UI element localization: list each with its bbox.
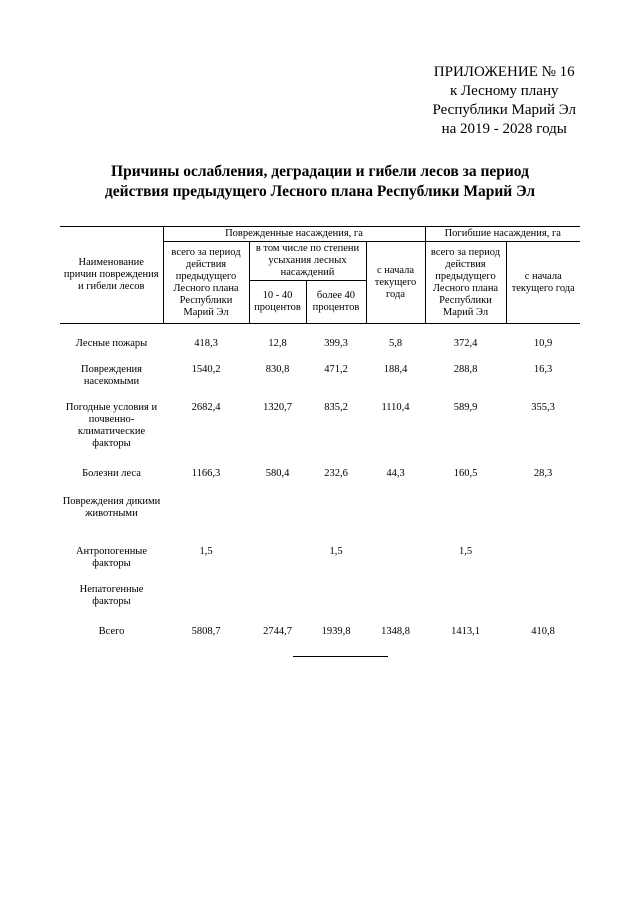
cell-dead-total-period	[425, 484, 506, 534]
cell-dead-total-period: 1413,1	[451, 625, 480, 637]
forest-damage-table	[60, 226, 580, 638]
cell-dead-total-period: 160,5	[453, 467, 478, 479]
row-name: Повреждения дикими животными	[62, 495, 161, 519]
header-since-year: с начала текущего года	[366, 242, 425, 324]
cell-since-year: 1348,8	[381, 625, 410, 637]
table-row	[60, 392, 580, 454]
header-dead-group: Погибшие насаждения, га	[425, 227, 580, 242]
cell-dead-total-period: 589,9	[453, 401, 478, 413]
row-name: Антропогенные факторы	[75, 545, 148, 569]
cell-dead-since-year: 16,3	[533, 363, 553, 375]
page-title	[60, 162, 580, 202]
cell-since-year: 1110,4	[381, 401, 410, 413]
table-row	[60, 534, 580, 572]
title-line-2: действия предыдущего Лесного плана Республики Марий Эл	[104, 183, 536, 200]
cell-total-period	[163, 484, 249, 534]
header-name: Наименование причин повреждения и гибели лесов	[60, 227, 163, 324]
cell-dead-since-year	[506, 572, 580, 610]
cell-pct-over-40: 399,3	[324, 338, 348, 349]
table-row	[60, 454, 580, 484]
cell-pct-10-40	[249, 534, 306, 572]
cell-total-period	[163, 572, 249, 610]
row-name: Погодные условия и почвенно-климатические факторы	[65, 401, 158, 449]
cell-dead-total-period: 372,4	[453, 338, 478, 349]
cell-pct-over-40: 835,2	[324, 401, 348, 413]
cell-pct-over-40	[306, 484, 366, 534]
end-divider	[293, 656, 388, 657]
cell-total-period: 1,5	[199, 545, 213, 557]
table-row-total	[60, 610, 580, 638]
table-row	[60, 324, 580, 354]
cell-dead-since-year	[506, 534, 580, 572]
title-line-1: Причины ослабления, деградации и гибели лесов за период	[111, 163, 529, 180]
cell-total-period: 1166,3	[191, 467, 221, 479]
appendix-line-4: на 2019 - 2028 годы	[441, 121, 567, 137]
appendix-line-3: Республики Марий Эл	[432, 102, 576, 118]
row-name: Повреждения насекомыми	[80, 363, 143, 387]
cell-dead-total-period: 288,8	[453, 363, 478, 375]
cell-pct-10-40	[249, 484, 306, 534]
row-name: Лесные пожары	[75, 338, 148, 349]
header-pct-over-40: более 40 процентов	[306, 281, 366, 324]
appendix-header	[433, 63, 577, 139]
cell-total-period: 418,3	[194, 338, 218, 349]
cell-total-period: 5808,7	[191, 625, 221, 637]
row-name: Непатогенные факторы	[79, 583, 144, 607]
header-pct-10-40: 10 - 40 процентов	[249, 281, 306, 324]
cell-since-year: 44,3	[386, 467, 405, 479]
cell-since-year: 188,4	[383, 363, 408, 375]
cell-pct-over-40: 1939,8	[321, 625, 351, 637]
header-dead-since-year: с начала текущего года	[506, 242, 580, 324]
appendix-line-1: ПРИЛОЖЕНИЕ № 16	[433, 64, 575, 80]
cell-since-year	[366, 534, 425, 572]
cell-since-year: 5,8	[388, 338, 403, 349]
cell-pct-10-40: 580,4	[265, 467, 290, 479]
appendix-line-2: к Лесному плану	[450, 83, 559, 99]
cell-dead-since-year	[506, 484, 580, 534]
header-dead-total-period: всего за период действия предыдущего Лесного плана Республики Марий Эл	[425, 242, 506, 324]
cell-pct-over-40: 471,2	[324, 363, 348, 375]
cell-pct-10-40: 12,8	[268, 338, 287, 349]
header-by-degree: в том числе по степени усыхания лесных насаждений	[249, 242, 366, 281]
cell-dead-since-year: 28,3	[533, 467, 553, 479]
cell-pct-10-40	[249, 572, 306, 610]
cell-pct-over-40	[306, 572, 366, 610]
cell-dead-since-year: 355,3	[531, 401, 555, 413]
cell-pct-over-40: 1,5	[329, 545, 343, 557]
row-name: Всего	[98, 625, 125, 637]
table-row	[60, 484, 580, 534]
header-damaged-group: Поврежденные насаждения, га	[163, 227, 425, 242]
cell-since-year	[366, 572, 425, 610]
cell-pct-10-40: 1320,7	[263, 401, 292, 413]
cell-total-period: 1540,2	[191, 363, 221, 375]
cell-total-period: 2682,4	[191, 401, 221, 413]
cell-pct-10-40: 2744,7	[263, 625, 292, 637]
cell-since-year	[366, 484, 425, 534]
cell-dead-since-year: 10,9	[533, 338, 553, 349]
table-row	[60, 572, 580, 610]
cell-dead-since-year: 410,8	[531, 625, 555, 637]
cell-dead-total-period: 1,5	[458, 545, 473, 557]
cell-pct-10-40: 830,8	[265, 363, 290, 375]
table-row	[60, 354, 580, 392]
header-total-period: всего за период действия предыдущего Лесного плана Республики Марий Эл	[163, 242, 249, 324]
cell-dead-total-period	[425, 572, 506, 610]
cell-pct-over-40: 232,6	[324, 467, 348, 479]
row-name: Болезни леса	[82, 467, 141, 479]
